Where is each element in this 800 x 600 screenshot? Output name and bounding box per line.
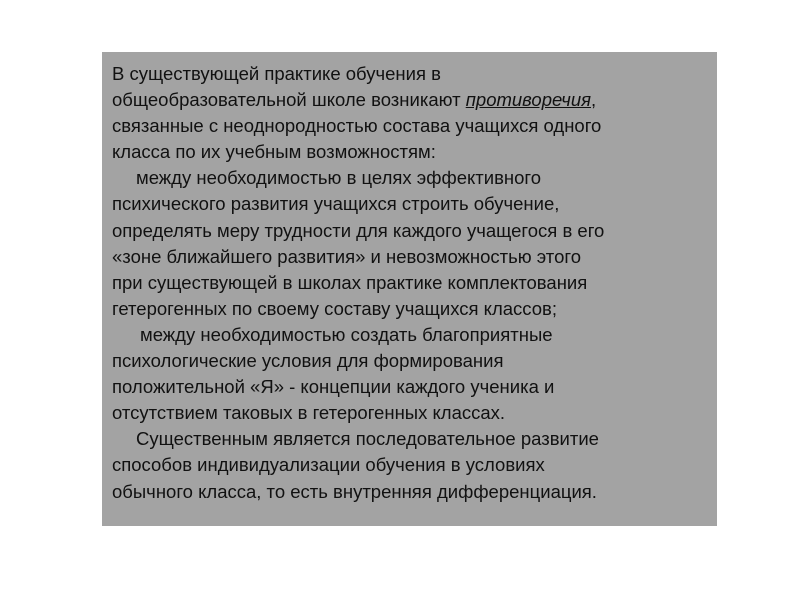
paragraph-1-line-2-after: ,: [591, 89, 597, 111]
contradictions-term: противоречия: [465, 89, 592, 111]
paragraph-4-line-1: Существенным является последовательное развитие: [136, 428, 599, 450]
paragraph-3-line-3: положительной «Я» - концепции каждого ученика и: [112, 376, 555, 398]
paragraph-1-line-3: связанные с неоднородностью состава учащихся одного: [112, 115, 602, 137]
paragraph-2-line-3: определять меру трудности для каждого учащегося в его: [112, 219, 605, 241]
paragraph-4-line-3: обычного класса, то есть внутренняя дифференциация.: [112, 480, 597, 502]
paragraph-1-line-2-before: общеобразовательной школе возникают: [112, 89, 466, 111]
paragraph-4-line-2: способов индивидуализации обучения в условиях: [112, 454, 545, 476]
paragraph-2-line-2: психического развития учащихся строить обучение,: [112, 193, 560, 215]
paragraph-1-line-1: В существующей практике обучения в: [112, 63, 441, 84]
paragraph-2-line-4: «зоне ближайшего развития» и невозможностью этого: [112, 245, 581, 267]
paragraph-1-line-4: класса по их учебным возможностям:: [112, 141, 436, 163]
paragraph-3-line-1: между необходимостью создать благоприятные: [140, 323, 553, 345]
paragraph-2-line-1: между необходимостью в целях эффективного: [136, 167, 542, 189]
slide-text-body: [112, 61, 712, 505]
paragraph-2-line-5: при существующей в школах практике комплектования: [112, 271, 588, 293]
paragraph-2-line-6: гетерогенных по своему составу учащихся классов;: [112, 297, 558, 319]
paragraph-3-line-4: отсутствием таковых в гетерогенных классах.: [112, 402, 506, 424]
paragraph-1-line-2: [112, 87, 712, 113]
paragraph-3-line-2: психологические условия для формирования: [112, 350, 504, 372]
